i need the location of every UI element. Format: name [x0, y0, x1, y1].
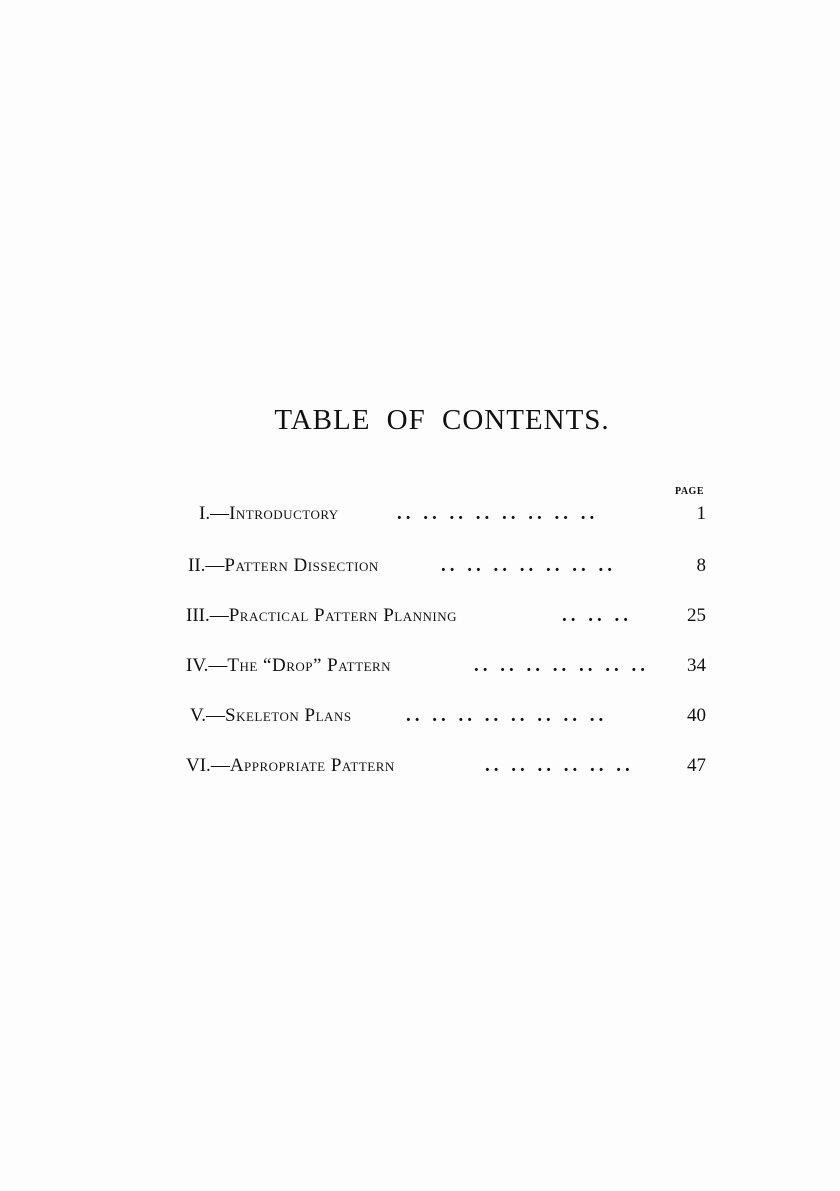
toc-entry-page: 47 [687, 755, 706, 776]
toc-entry-page: 1 [696, 503, 706, 524]
toc-entry-numeral: II. [188, 555, 206, 576]
toc-entry-page: 8 [696, 555, 706, 576]
toc-entry-leader: .. .. .. .. .. .. .. [441, 555, 616, 576]
toc-entry-label: I.—Introductory [199, 503, 339, 524]
toc-entry-page: 34 [687, 655, 706, 676]
toc-entry-leader: .. .. .. .. .. .. [485, 755, 634, 776]
toc-entry-title: Skeleton Plans [225, 705, 352, 726]
toc-entry-label: IV.—The “Drop” Pattern [186, 655, 392, 676]
page-column-label: PAGE [674, 486, 704, 497]
toc-entry-label: V.—Skeleton Plans [190, 705, 352, 726]
toc-entry-numeral: III. [186, 605, 210, 626]
toc-entry-leader: .. .. .. .. .. .. .. .. [397, 503, 599, 524]
toc-entry-leader: .. .. .. .. .. .. .. .. [406, 705, 608, 726]
toc-entry-page: 40 [687, 705, 706, 726]
toc-entry-label: III.—Practical Pattern Planning [186, 605, 457, 626]
toc-entry-title: Appropriate Pattern [229, 755, 395, 776]
toc-entry-title: Practical Pattern Planning [228, 605, 457, 626]
toc-entry-leader: .. .. .. [562, 605, 632, 626]
toc-entry-label: II.—Pattern Dissection [188, 555, 379, 576]
toc-entry-numeral: IV. [186, 655, 209, 676]
toc-entry-label: VI.—Appropriate Pattern [186, 755, 395, 776]
toc-entry-numeral: VI. [186, 755, 211, 776]
page-title: TABLE OF CONTENTS. [274, 404, 610, 436]
toc-entry-title: Pattern Dissection [224, 555, 379, 576]
toc-entry-leader: .. .. .. .. .. .. .. [474, 655, 649, 676]
toc-entry-numeral: I. [199, 503, 211, 524]
toc-entry-page: 25 [687, 605, 706, 626]
toc-entry-title: The “Drop” Pattern [227, 655, 392, 676]
toc-entry-numeral: V. [190, 705, 207, 726]
toc-entry-title: Introductory [229, 503, 339, 524]
